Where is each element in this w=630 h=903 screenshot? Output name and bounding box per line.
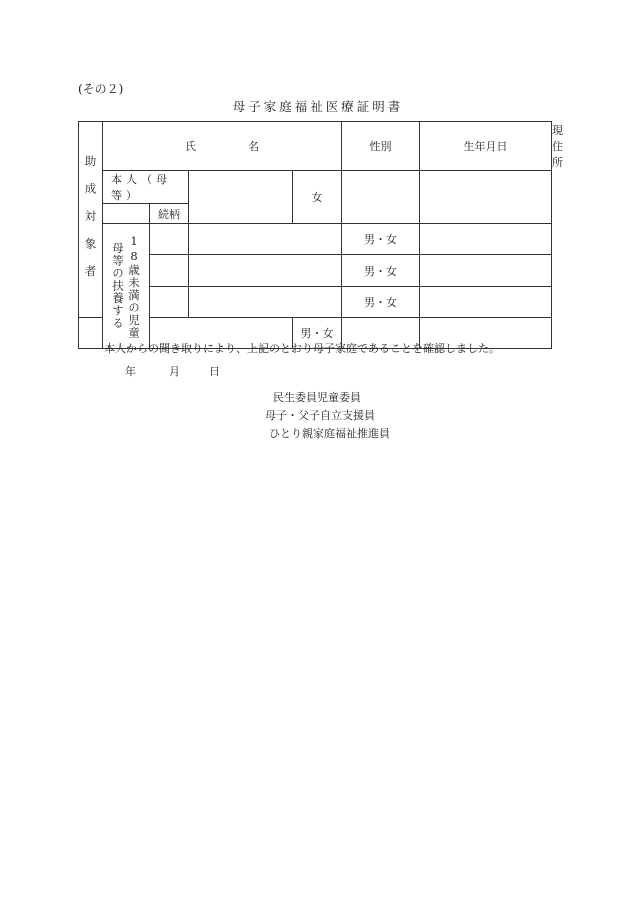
child-2-birth-field[interactable] [420, 255, 552, 287]
child-1-relation-field[interactable] [150, 224, 189, 255]
child-1-sex: 男・女 [342, 224, 420, 255]
header-name-second: 名 [248, 140, 259, 153]
header-name-first: 氏 [185, 140, 196, 153]
child-3-birth-field[interactable] [420, 287, 552, 318]
child-3-relation-field[interactable] [150, 287, 189, 318]
children-label-cell [103, 224, 150, 349]
children-label: 18歳未満の児童 母等の扶養する [111, 233, 141, 339]
honin-label: 本人（母等） [103, 171, 189, 204]
header-birth: 生年月日 [420, 122, 552, 171]
side-label-cell [79, 122, 103, 318]
side-label: 助成対象者 [83, 154, 98, 293]
date-month: 月 [169, 365, 180, 378]
honin-sex: 女 [293, 171, 342, 224]
document-title: 母子家庭福祉医療証明書 [232, 99, 404, 114]
honin-address-field[interactable] [420, 171, 552, 224]
child-2-sex: 男・女 [342, 255, 420, 287]
page-label: (その２) [78, 82, 124, 96]
child-3-sex: 男・女 [342, 287, 420, 318]
relation-label: 続柄 [150, 204, 189, 224]
certificate-table [78, 121, 573, 349]
signer-jiritsu: 母子・父子自立支援員 [265, 409, 375, 422]
child-2-name-field[interactable] [189, 255, 342, 287]
honin-birth-field[interactable] [342, 171, 420, 224]
header-sex: 性別 [342, 122, 420, 171]
child-4-relation-field[interactable] [79, 318, 103, 349]
child-2-relation-field[interactable] [150, 255, 189, 287]
signer-minsei: 民生委員児童委員 [273, 391, 361, 404]
confirmation-statement: 本人からの聞き取りにより、上記のとおり母子家庭であることを確認しました。 [104, 342, 500, 355]
signer-suishin: ひとり親家庭福祉推進員 [269, 427, 390, 440]
header-name [103, 122, 342, 171]
header-address-text: 現住所 [552, 124, 573, 169]
child-3-name-field[interactable] [189, 287, 342, 318]
child-1-birth-field[interactable] [420, 224, 552, 255]
date-day: 日 [209, 365, 220, 378]
honin-name-field[interactable] [189, 171, 293, 224]
child-4-sex: 男・女 [293, 318, 342, 349]
honin-blank-cell [103, 204, 150, 224]
date-year: 年 [125, 365, 136, 378]
child-1-name-field[interactable] [189, 224, 342, 255]
date-line [125, 363, 220, 379]
